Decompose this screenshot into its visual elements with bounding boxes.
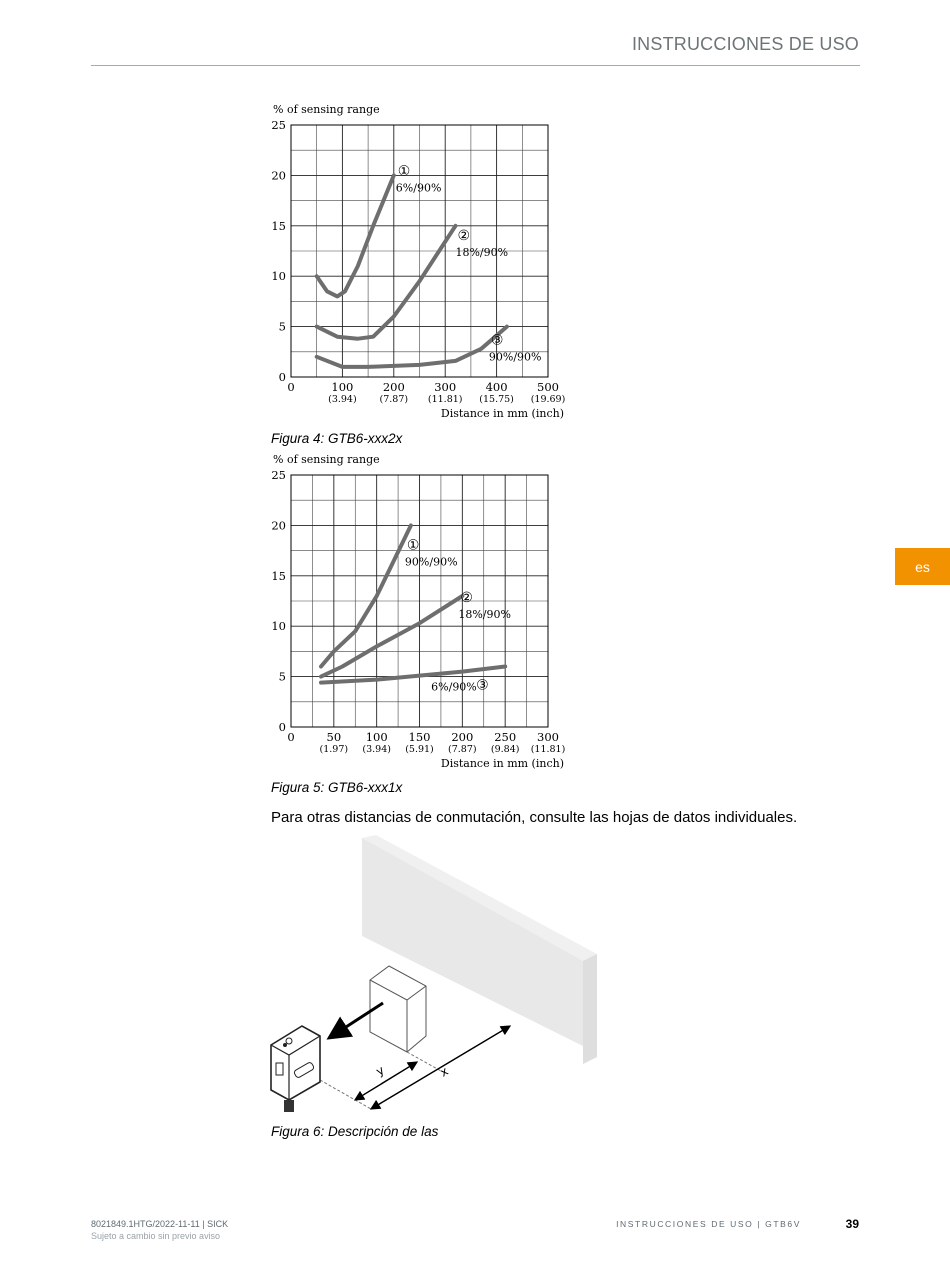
series-1-marker: ①: [406, 537, 420, 554]
x-axis-label: Distance in mm (inch): [440, 407, 564, 420]
x-tick-sublabel: (15.75): [479, 394, 514, 405]
footer-doc-type: INSTRUCCIONES DE USO | GTB6V: [616, 1219, 801, 1229]
x-tick-sublabel: (11.81): [427, 394, 463, 405]
y-axis-label: % of sensing range: [273, 453, 380, 466]
x-tick-label: 200: [451, 730, 474, 744]
target-object-box: [370, 966, 426, 1052]
footer-left: [91, 1218, 228, 1242]
chart-gtb6-xxx1x: [260, 448, 590, 778]
x-tick-label: 200: [382, 380, 405, 394]
x-tick-label: 500: [537, 380, 559, 394]
x-tick-sublabel: (3.94): [328, 394, 357, 405]
series-1-label: 6%/90%: [395, 181, 442, 195]
series-1-label: 90%/90%: [404, 555, 458, 569]
y-tick-label: 0: [278, 720, 286, 734]
page-header-title: INSTRUCCIONES DE USO: [631, 34, 859, 54]
x-tick-label: 100: [365, 730, 388, 744]
y-tick-label: 15: [271, 568, 286, 583]
series-1-marker: ①: [397, 163, 411, 180]
y-tick-label: 20: [271, 518, 286, 533]
x-tick-label: 400: [485, 380, 508, 394]
footer-doc-id: 8021849.1HTG/2022-11-11 | SICK: [91, 1219, 229, 1229]
body-paragraph: Para otras distancias de conmutación, consulte las hojas de datos individuales.: [271, 809, 798, 826]
series-3-label: 90%/90%: [488, 350, 542, 364]
x-tick-label: 0: [287, 380, 295, 394]
footer-notice: Sujeto a cambio sin previo aviso: [91, 1231, 221, 1241]
sensor-setup-illustration: [265, 835, 610, 1120]
y-tick-label: 15: [271, 218, 286, 233]
series-3-marker: ③: [476, 677, 489, 694]
y-tick-label: 25: [271, 118, 286, 132]
header-divider: [91, 65, 860, 66]
language-tab: [895, 548, 950, 585]
x-tick-sublabel: (5.91): [405, 744, 434, 755]
x-tick-sublabel: (19.69): [530, 394, 566, 405]
series-line-1: [321, 525, 411, 666]
y-tick-label: 5: [278, 319, 286, 334]
series-2-label: 18%/90%: [455, 245, 509, 259]
x-tick-sublabel: (11.81): [530, 744, 566, 755]
y-tick-label: 10: [271, 269, 286, 284]
series-2-marker: ②: [457, 227, 471, 244]
series-2-marker: ②: [460, 589, 473, 606]
chart-gtb6-xxx2x: [260, 98, 590, 428]
series-3-label: 6%/90%: [431, 680, 477, 694]
x-tick-label: 300: [537, 730, 559, 744]
series-3-marker: ③: [490, 332, 504, 349]
y-tick-label: 10: [271, 619, 286, 634]
y-tick-label: 25: [271, 468, 286, 482]
x-tick-sublabel: (1.97): [319, 744, 349, 755]
figure-4-caption: Figura 4: GTB6-xxx2x: [271, 431, 403, 446]
distance-y-arrow: [355, 1062, 417, 1100]
x-tick-sublabel: (7.87): [448, 744, 477, 755]
distance-y-label: y: [373, 1062, 387, 1079]
distance-x-label: x: [437, 1063, 451, 1080]
x-axis-label: Distance in mm (inch): [440, 757, 564, 770]
photoelectric-sensor: [271, 1026, 320, 1112]
page-number: 39: [845, 1217, 859, 1231]
y-tick-label: 5: [278, 669, 286, 684]
x-tick-label: 250: [494, 730, 517, 744]
y-tick-label: 20: [271, 168, 286, 183]
series-2-label: 18%/90%: [458, 607, 511, 621]
figure-6-caption: Figura 6: Descripción de las: [271, 1124, 439, 1139]
x-tick-label: 50: [326, 730, 342, 744]
figure-5-caption: Figura 5: GTB6-xxx1x: [271, 780, 403, 795]
x-tick-label: 0: [287, 730, 295, 744]
x-tick-sublabel: (7.87): [379, 394, 409, 405]
x-tick-sublabel: (3.94): [362, 744, 391, 755]
series-line-2: [317, 226, 456, 339]
x-tick-label: 300: [434, 380, 457, 394]
language-label: es: [915, 558, 930, 575]
series-line-3: [317, 327, 507, 367]
x-tick-label: 100: [331, 380, 354, 394]
x-tick-sublabel: (9.84): [490, 744, 520, 755]
y-axis-label: % of sensing range: [273, 103, 380, 116]
y-tick-label: 0: [278, 370, 286, 384]
x-tick-label: 150: [408, 730, 431, 744]
series-line-1: [317, 175, 394, 296]
